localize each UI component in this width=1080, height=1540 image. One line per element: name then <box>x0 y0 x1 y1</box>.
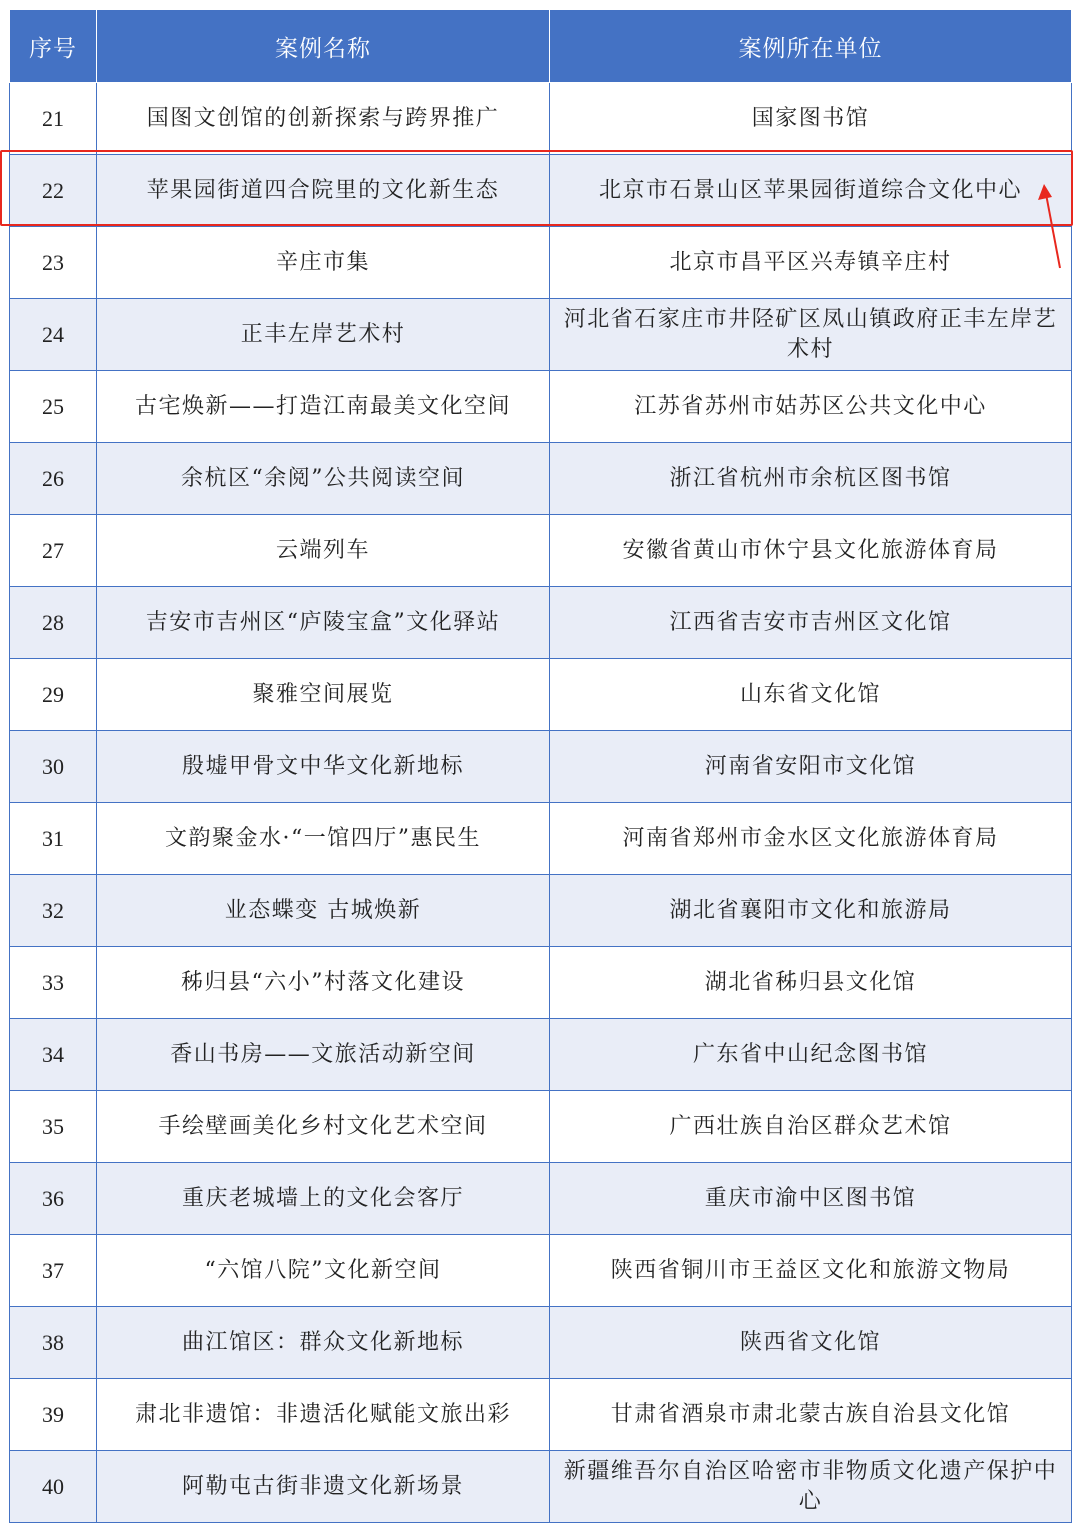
header-case-name: 案例名称 <box>97 10 550 83</box>
table-row <box>10 155 1072 227</box>
row-index: 25 <box>10 371 97 443</box>
table-row <box>10 803 1072 875</box>
row-case-name: 聚雅空间展览 <box>97 659 550 731</box>
row-case-unit: 山东省文化馆 <box>550 659 1072 731</box>
row-case-name: 香山书房——文旅活动新空间 <box>97 1019 550 1091</box>
table-row <box>10 1379 1072 1451</box>
table-row <box>10 443 1072 515</box>
table-row <box>10 1451 1072 1523</box>
table-row <box>10 1019 1072 1091</box>
row-case-unit: 河北省石家庄市井陉矿区凤山镇政府正丰左岸艺术村 <box>550 299 1072 371</box>
table-row <box>10 83 1072 155</box>
table-row <box>10 227 1072 299</box>
row-case-name: 文韵聚金水·“一馆四厅”惠民生 <box>97 803 550 875</box>
row-index: 38 <box>10 1307 97 1379</box>
row-index: 36 <box>10 1163 97 1235</box>
table-row <box>10 299 1072 371</box>
row-case-name: 肃北非遗馆：非遗活化赋能文旅出彩 <box>97 1379 550 1451</box>
row-case-name: “六馆八院”文化新空间 <box>97 1235 550 1307</box>
table-header-row <box>10 10 1072 83</box>
case-table <box>9 9 1072 1523</box>
row-case-unit: 河南省安阳市文化馆 <box>550 731 1072 803</box>
header-index: 序号 <box>10 10 97 83</box>
red-arrow-icon <box>1030 180 1080 280</box>
row-case-unit: 国家图书馆 <box>550 83 1072 155</box>
row-case-unit: 广西壮族自治区群众艺术馆 <box>550 1091 1072 1163</box>
row-case-name: 曲江馆区：群众文化新地标 <box>97 1307 550 1379</box>
row-case-unit: 浙江省杭州市余杭区图书馆 <box>550 443 1072 515</box>
row-index: 35 <box>10 1091 97 1163</box>
row-case-unit: 陕西省文化馆 <box>550 1307 1072 1379</box>
row-case-name: 古宅焕新——打造江南最美文化空间 <box>97 371 550 443</box>
row-index: 39 <box>10 1379 97 1451</box>
row-index: 26 <box>10 443 97 515</box>
row-index: 30 <box>10 731 97 803</box>
table-row <box>10 1307 1072 1379</box>
table-row <box>10 731 1072 803</box>
row-case-name: 业态蝶变 古城焕新 <box>97 875 550 947</box>
row-case-unit: 新疆维吾尔自治区哈密市非物质文化遗产保护中心 <box>550 1451 1072 1523</box>
row-index: 21 <box>10 83 97 155</box>
row-index: 31 <box>10 803 97 875</box>
row-case-name: 国图文创馆的创新探索与跨界推广 <box>97 83 550 155</box>
table-row <box>10 875 1072 947</box>
row-case-name: 殷墟甲骨文中华文化新地标 <box>97 731 550 803</box>
row-case-unit: 湖北省秭归县文化馆 <box>550 947 1072 1019</box>
row-case-unit: 湖北省襄阳市文化和旅游局 <box>550 875 1072 947</box>
table-row <box>10 587 1072 659</box>
table-row <box>10 659 1072 731</box>
row-case-name: 重庆老城墙上的文化会客厅 <box>97 1163 550 1235</box>
row-index: 22 <box>10 155 97 227</box>
row-index: 29 <box>10 659 97 731</box>
row-index: 23 <box>10 227 97 299</box>
row-case-unit: 甘肃省酒泉市肃北蒙古族自治县文化馆 <box>550 1379 1072 1451</box>
table-row <box>10 947 1072 1019</box>
row-case-name: 正丰左岸艺术村 <box>97 299 550 371</box>
row-case-unit: 江苏省苏州市姑苏区公共文化中心 <box>550 371 1072 443</box>
row-index: 24 <box>10 299 97 371</box>
row-index: 27 <box>10 515 97 587</box>
row-case-name: 吉安市吉州区“庐陵宝盒”文化驿站 <box>97 587 550 659</box>
row-case-name: 手绘壁画美化乡村文化艺术空间 <box>97 1091 550 1163</box>
row-index: 28 <box>10 587 97 659</box>
table-container <box>9 9 1071 1523</box>
table-row <box>10 1091 1072 1163</box>
row-case-unit: 北京市昌平区兴寿镇辛庄村 <box>550 227 1072 299</box>
row-case-unit: 重庆市渝中区图书馆 <box>550 1163 1072 1235</box>
table-row <box>10 1163 1072 1235</box>
row-case-unit: 安徽省黄山市休宁县文化旅游体育局 <box>550 515 1072 587</box>
row-case-name: 秭归县“六小”村落文化建设 <box>97 947 550 1019</box>
row-case-name: 阿勒屯古街非遗文化新场景 <box>97 1451 550 1523</box>
row-case-unit: 江西省吉安市吉州区文化馆 <box>550 587 1072 659</box>
row-case-unit: 河南省郑州市金水区文化旅游体育局 <box>550 803 1072 875</box>
row-index: 34 <box>10 1019 97 1091</box>
row-index: 40 <box>10 1451 97 1523</box>
table-row <box>10 515 1072 587</box>
row-case-name: 苹果园街道四合院里的文化新生态 <box>97 155 550 227</box>
row-index: 32 <box>10 875 97 947</box>
table-row <box>10 1235 1072 1307</box>
row-case-name: 辛庄市集 <box>97 227 550 299</box>
row-case-unit: 陕西省铜川市王益区文化和旅游文物局 <box>550 1235 1072 1307</box>
row-index: 33 <box>10 947 97 1019</box>
row-case-name: 余杭区“余阅”公共阅读空间 <box>97 443 550 515</box>
row-case-unit: 北京市石景山区苹果园街道综合文化中心 <box>550 155 1072 227</box>
row-index: 37 <box>10 1235 97 1307</box>
row-case-unit: 广东省中山纪念图书馆 <box>550 1019 1072 1091</box>
row-case-name: 云端列车 <box>97 515 550 587</box>
table-row <box>10 371 1072 443</box>
header-case-unit: 案例所在单位 <box>550 10 1072 83</box>
